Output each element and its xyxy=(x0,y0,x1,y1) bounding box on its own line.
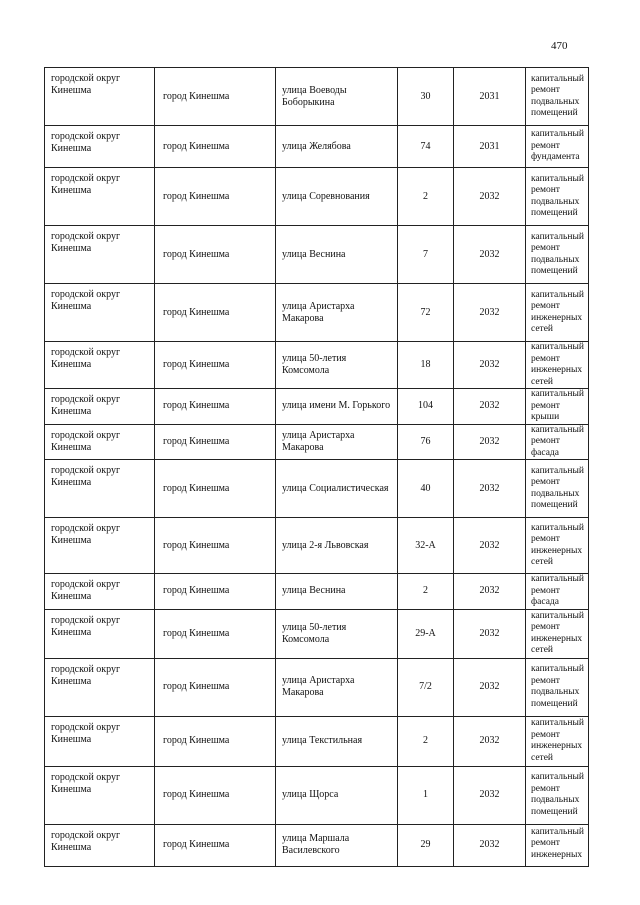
table-row xyxy=(45,68,589,126)
settlement-cell: город Кинешма xyxy=(155,716,276,766)
house-number-cell: 2 xyxy=(398,168,454,226)
district-cell: городской округ Кинешма xyxy=(45,518,155,574)
settlement-cell: город Кинешма xyxy=(155,518,276,574)
table-row xyxy=(45,518,589,574)
year-cell: 2032 xyxy=(454,460,526,518)
house-number-cell: 29 xyxy=(398,824,454,866)
settlement-cell: город Кинешма xyxy=(155,226,276,284)
house-number-cell: 29-А xyxy=(398,609,454,658)
work-type-cell: капитальный ремонт инженерных сетей xyxy=(526,609,589,658)
street-cell: улица имени М. Горького xyxy=(276,389,398,425)
street-cell: улица Веснина xyxy=(276,574,398,610)
street-cell: улица 50-летия Комсомола xyxy=(276,342,398,389)
house-number-cell: 72 xyxy=(398,284,454,342)
district-cell: городской округ Кинешма xyxy=(45,609,155,658)
settlement-cell: город Кинешма xyxy=(155,284,276,342)
settlement-cell: город Кинешма xyxy=(155,389,276,425)
table-row xyxy=(45,574,589,610)
table-row xyxy=(45,389,589,425)
work-type-cell: капитальный ремонт фундамента xyxy=(526,126,589,168)
year-cell: 2032 xyxy=(454,168,526,226)
work-type-cell: капитальный ремонт подвальных помещений xyxy=(526,460,589,518)
year-cell: 2031 xyxy=(454,126,526,168)
street-cell: улица Аристарха Макарова xyxy=(276,284,398,342)
street-cell: улица Желябова xyxy=(276,126,398,168)
page-number: 470 xyxy=(551,40,568,52)
year-cell: 2032 xyxy=(454,824,526,866)
year-cell: 2032 xyxy=(454,716,526,766)
street-cell: улица Соревнования xyxy=(276,168,398,226)
settlement-cell: город Кинешма xyxy=(155,424,276,460)
settlement-cell: город Кинешма xyxy=(155,658,276,716)
year-cell: 2032 xyxy=(454,658,526,716)
table-row xyxy=(45,226,589,284)
settlement-cell: город Кинешма xyxy=(155,168,276,226)
table-row xyxy=(45,460,589,518)
table-row xyxy=(45,168,589,226)
house-number-cell: 32-А xyxy=(398,518,454,574)
settlement-cell: город Кинешма xyxy=(155,574,276,610)
street-cell: улица Щорса xyxy=(276,766,398,824)
street-cell: улица 50-летия Комсомола xyxy=(276,609,398,658)
table-row xyxy=(45,126,589,168)
year-cell: 2032 xyxy=(454,226,526,284)
work-type-cell: капитальный ремонт инженерных сетей xyxy=(526,284,589,342)
settlement-cell: город Кинешма xyxy=(155,824,276,866)
repair-schedule-table xyxy=(44,67,589,867)
district-cell: городской округ Кинешма xyxy=(45,126,155,168)
street-cell: улица Аристарха Макарова xyxy=(276,658,398,716)
year-cell: 2032 xyxy=(454,284,526,342)
district-cell: городской округ Кинешма xyxy=(45,574,155,610)
district-cell: городской округ Кинешма xyxy=(45,284,155,342)
work-type-cell: капитальный ремонт инженерных xyxy=(526,824,589,866)
work-type-cell: капитальный ремонт инженерных сетей xyxy=(526,518,589,574)
house-number-cell: 104 xyxy=(398,389,454,425)
street-cell: улица Социалистическая xyxy=(276,460,398,518)
year-cell: 2032 xyxy=(454,518,526,574)
settlement-cell: город Кинешма xyxy=(155,609,276,658)
table-row xyxy=(45,342,589,389)
work-type-cell: капитальный ремонт подвальных помещений xyxy=(526,168,589,226)
year-cell: 2032 xyxy=(454,342,526,389)
work-type-cell: капитальный ремонт фасада xyxy=(526,574,589,610)
work-type-cell: капитальный ремонт инженерных сетей xyxy=(526,716,589,766)
house-number-cell: 7/2 xyxy=(398,658,454,716)
table-row xyxy=(45,609,589,658)
street-cell: улица 2-я Львовская xyxy=(276,518,398,574)
work-type-cell: капитальный ремонт подвальных помещений xyxy=(526,68,589,126)
work-type-cell: капитальный ремонт подвальных помещений xyxy=(526,766,589,824)
district-cell: городской округ Кинешма xyxy=(45,68,155,126)
district-cell: городской округ Кинешма xyxy=(45,389,155,425)
settlement-cell: город Кинешма xyxy=(155,460,276,518)
work-type-cell: капитальный ремонт крыши xyxy=(526,389,589,425)
settlement-cell: город Кинешма xyxy=(155,342,276,389)
district-cell: городской округ Кинешма xyxy=(45,226,155,284)
district-cell: городской округ Кинешма xyxy=(45,824,155,866)
district-cell: городской округ Кинешма xyxy=(45,168,155,226)
street-cell: улица Воеводы Боборыкина xyxy=(276,68,398,126)
work-type-cell: капитальный ремонт подвальных помещений xyxy=(526,226,589,284)
settlement-cell: город Кинешма xyxy=(155,126,276,168)
year-cell: 2032 xyxy=(454,766,526,824)
table-row xyxy=(45,658,589,716)
district-cell: городской округ Кинешма xyxy=(45,766,155,824)
year-cell: 2031 xyxy=(454,68,526,126)
work-type-cell: капитальный ремонт подвальных помещений xyxy=(526,658,589,716)
house-number-cell: 76 xyxy=(398,424,454,460)
year-cell: 2032 xyxy=(454,424,526,460)
settlement-cell: город Кинешма xyxy=(155,68,276,126)
house-number-cell: 7 xyxy=(398,226,454,284)
year-cell: 2032 xyxy=(454,574,526,610)
street-cell: улица Веснина xyxy=(276,226,398,284)
district-cell: городской округ Кинешма xyxy=(45,342,155,389)
street-cell: улица Аристарха Макарова xyxy=(276,424,398,460)
table-row xyxy=(45,824,589,866)
settlement-cell: город Кинешма xyxy=(155,766,276,824)
district-cell: городской округ Кинешма xyxy=(45,424,155,460)
year-cell: 2032 xyxy=(454,389,526,425)
table-row xyxy=(45,284,589,342)
table-row xyxy=(45,716,589,766)
house-number-cell: 74 xyxy=(398,126,454,168)
house-number-cell: 40 xyxy=(398,460,454,518)
table-row xyxy=(45,424,589,460)
year-cell: 2032 xyxy=(454,609,526,658)
work-type-cell: капитальный ремонт фасада xyxy=(526,424,589,460)
house-number-cell: 1 xyxy=(398,766,454,824)
work-type-cell: капитальный ремонт инженерных сетей xyxy=(526,342,589,389)
house-number-cell: 18 xyxy=(398,342,454,389)
district-cell: городской округ Кинешма xyxy=(45,460,155,518)
house-number-cell: 30 xyxy=(398,68,454,126)
district-cell: городской округ Кинешма xyxy=(45,658,155,716)
street-cell: улица Маршала Василевского xyxy=(276,824,398,866)
house-number-cell: 2 xyxy=(398,716,454,766)
district-cell: городской округ Кинешма xyxy=(45,716,155,766)
table-row xyxy=(45,766,589,824)
house-number-cell: 2 xyxy=(398,574,454,610)
street-cell: улица Текстильная xyxy=(276,716,398,766)
